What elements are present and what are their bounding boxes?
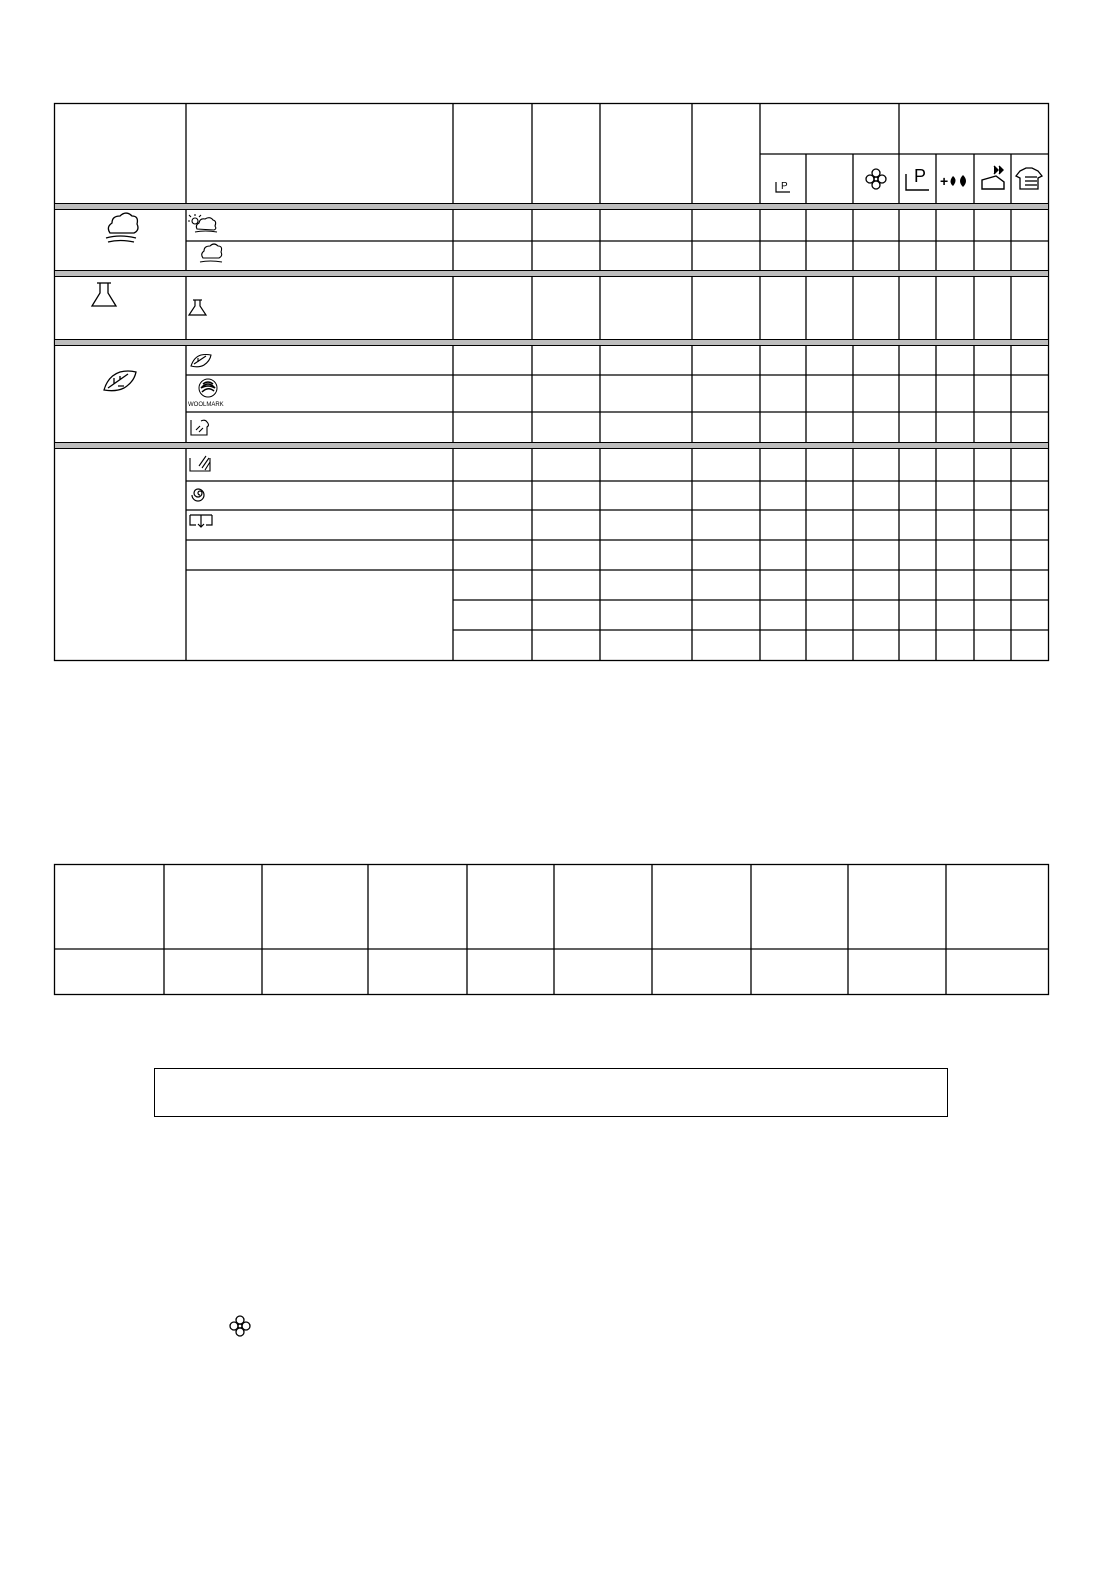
svg-text:P: P: [781, 181, 788, 192]
footnote-softener-flower-icon: [226, 1312, 254, 1340]
hand-wash-icon: [191, 420, 209, 435]
prewash-large-icon: [906, 166, 929, 190]
delicate-feather-small-icon: [191, 355, 211, 367]
svg-text:WOOLMARK: WOOLMARK: [188, 402, 224, 408]
svg-text:P: P: [914, 166, 927, 186]
cotton-cloud-icon: [106, 213, 138, 242]
drain-icon: [190, 515, 212, 527]
shirt-icon: [1016, 168, 1042, 189]
woolmark-icon: [188, 379, 224, 408]
spin-icon: [192, 489, 204, 501]
quick-wash-icon: [982, 166, 1004, 189]
cotton-sun-icon: [188, 214, 217, 232]
consumption-table: [0, 850, 1105, 1010]
extra-rinse-icon: [940, 173, 966, 189]
softener-flower-icon: [866, 169, 886, 189]
prewash-icon: [776, 181, 790, 192]
programme-table: [0, 0, 1105, 680]
cotton-cloud-small-icon: [200, 244, 222, 262]
synthetic-flask-small-icon: [189, 300, 206, 315]
rinse-icon: [190, 456, 210, 471]
delicate-feather-icon: [104, 371, 136, 391]
note-box: [154, 1068, 948, 1117]
svg-text:+: +: [940, 173, 949, 189]
synthetic-flask-icon: [92, 283, 116, 306]
